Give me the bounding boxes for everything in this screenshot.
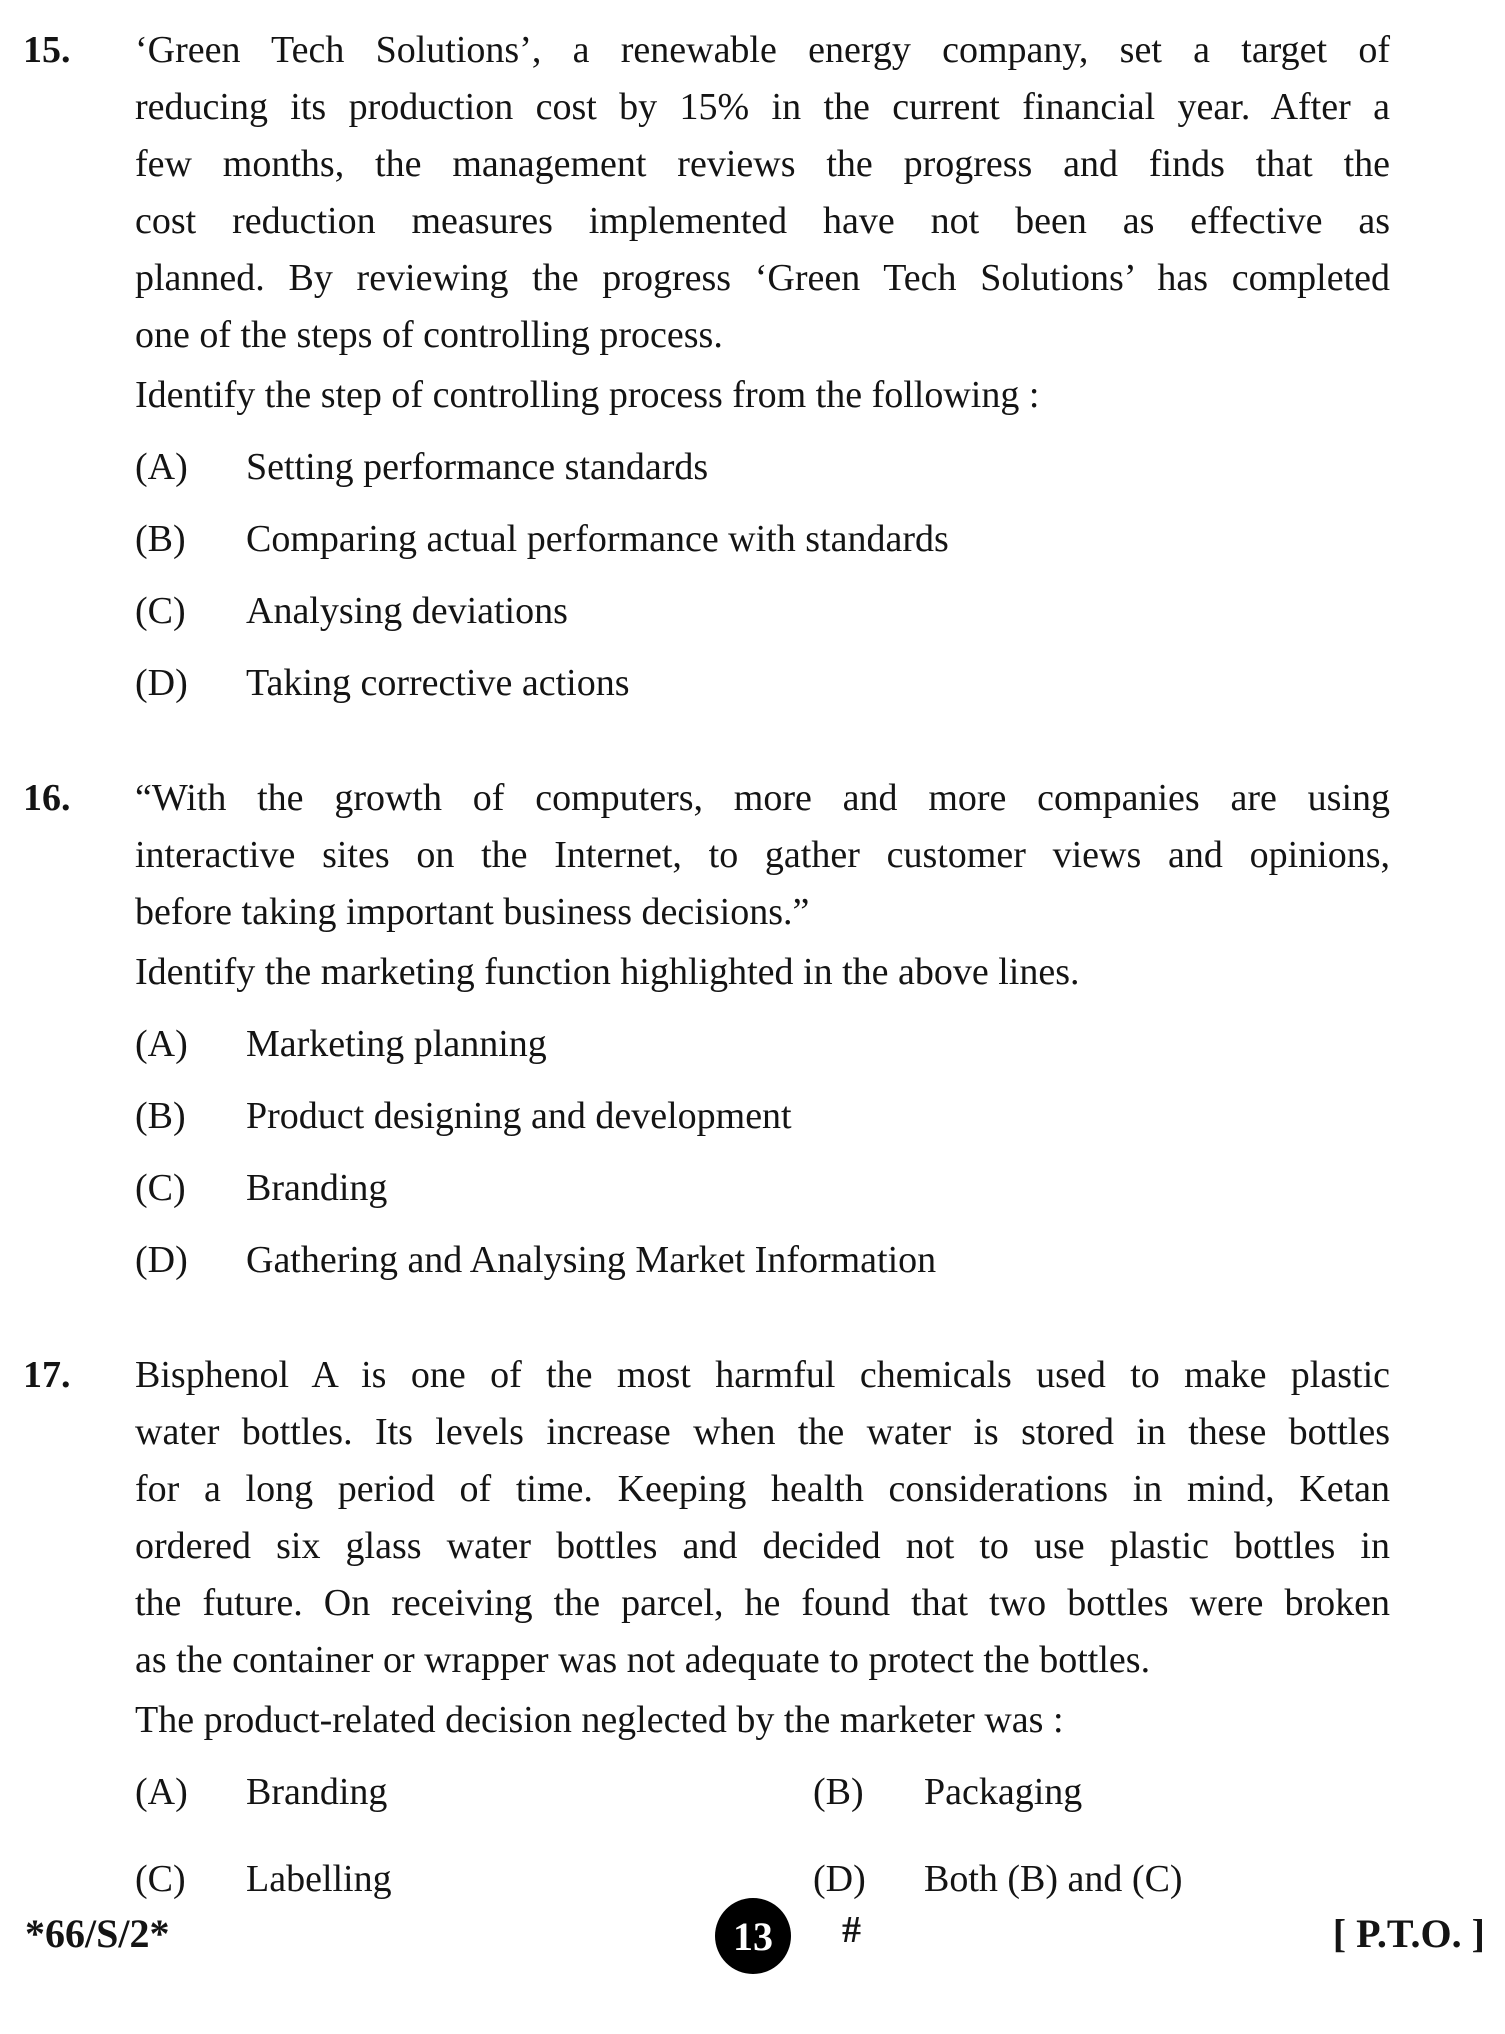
- option-label: (D): [135, 662, 188, 704]
- question-15: [23, 22, 1390, 712]
- options-list: [135, 439, 1390, 712]
- option-text: Both (B) and (C): [924, 1858, 1183, 1900]
- option-row: [813, 1764, 1390, 1821]
- option-row: [135, 655, 1390, 712]
- question-body-line: the future. On receiving the parcel, he found that two bottles were broken: [135, 1582, 1390, 1624]
- option-text: Labelling: [246, 1858, 392, 1900]
- option-row: [135, 1160, 1390, 1217]
- option-label: (C): [135, 1858, 186, 1900]
- question-number: 16.: [23, 777, 71, 819]
- question-number: 15.: [23, 29, 71, 71]
- paper-code: *66/S/2*: [25, 1911, 170, 1956]
- question-body-line: ordered six glass water bottles and decided not to use plastic bottles in: [135, 1525, 1390, 1567]
- option-row: [135, 1016, 1390, 1073]
- option-row: [135, 1088, 1390, 1145]
- hash-mark: #: [842, 1909, 861, 1951]
- option-label: (B): [813, 1771, 864, 1813]
- question-prompt: The product-related decision neglected by the marketer was :: [135, 1699, 1064, 1741]
- options-list: [135, 1016, 1390, 1289]
- question-body-line: before taking important business decisions.”: [135, 891, 810, 933]
- option-text: Packaging: [924, 1771, 1083, 1813]
- question-body-line: one of the steps of controlling process.: [135, 314, 723, 356]
- option-row: [135, 511, 1390, 568]
- question-body-line: few months, the management reviews the progress and finds that the: [135, 143, 1390, 185]
- option-row: [135, 1232, 1390, 1289]
- page-number-badge: [715, 1898, 791, 1974]
- option-row: [135, 1764, 813, 1821]
- option-label: (B): [135, 1095, 186, 1137]
- question-body-line: “With the growth of computers, more and more companies are using: [135, 777, 1390, 819]
- question-17: [23, 1347, 1390, 1923]
- option-label: (A): [135, 1023, 188, 1065]
- question-body-line: cost reduction measures implemented have not been as effective as: [135, 200, 1390, 242]
- option-text: Marketing planning: [246, 1023, 547, 1065]
- question-body-line: water bottles. Its levels increase when the water is stored in these bottles: [135, 1411, 1390, 1453]
- option-label: (C): [135, 1167, 186, 1209]
- question-number: 17.: [23, 1354, 71, 1396]
- question-body: [135, 1347, 1390, 1689]
- page-footer: [0, 1898, 1505, 1998]
- question-body-line: ‘Green Tech Solutions’, a renewable energy company, set a target of: [135, 29, 1390, 71]
- option-text: Gathering and Analysing Market Information: [246, 1239, 937, 1281]
- question-body: [135, 770, 1390, 941]
- option-text: Analysing deviations: [246, 590, 568, 632]
- option-text: Comparing actual performance with standards: [246, 518, 949, 560]
- pto-label: [ P.T.O. ]: [1332, 1911, 1485, 1956]
- question-body-line: Bisphenol A is one of the most harmful chemicals used to make plastic: [135, 1354, 1390, 1396]
- question-prompt: Identify the step of controlling process from the following :: [135, 374, 1040, 416]
- question-body-line: as the container or wrapper was not adequate to protect the bottles.: [135, 1639, 1151, 1681]
- option-label: (A): [135, 1771, 188, 1813]
- question-body-line: planned. By reviewing the progress ‘Green Tech Solutions’ has completed: [135, 257, 1390, 299]
- question-body: [135, 22, 1390, 364]
- question-body-line: for a long period of time. Keeping health considerations in mind, Ketan: [135, 1468, 1390, 1510]
- question-body-line: reducing its production cost by 15% in the current financial year. After a: [135, 86, 1390, 128]
- option-label: (B): [135, 518, 186, 560]
- question-16: [23, 770, 1390, 1289]
- option-label: (A): [135, 446, 188, 488]
- option-text: Product designing and development: [246, 1095, 792, 1137]
- option-label: (D): [135, 1239, 188, 1281]
- option-label: (D): [813, 1858, 866, 1900]
- option-label: (C): [135, 590, 186, 632]
- option-text: Taking corrective actions: [246, 662, 630, 704]
- page-number: 13: [733, 1913, 773, 1959]
- option-text: Branding: [246, 1771, 388, 1813]
- option-row: [135, 439, 1390, 496]
- option-text: Setting performance standards: [246, 446, 709, 488]
- option-row: [135, 583, 1390, 640]
- option-text: Branding: [246, 1167, 388, 1209]
- question-body-line: interactive sites on the Internet, to gather customer views and opinions,: [135, 834, 1390, 876]
- question-prompt: Identify the marketing function highlighted in the above lines.: [135, 951, 1080, 993]
